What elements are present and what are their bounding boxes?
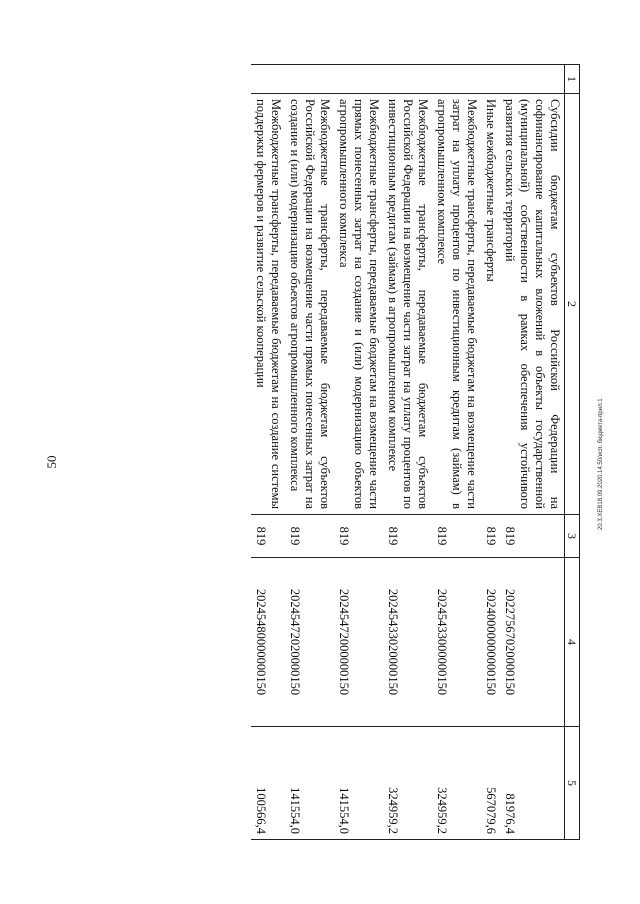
rotated-page-content — [110, 64, 580, 840]
row-code: 20245433020000150 — [383, 558, 432, 727]
footer-code: 20.3.XEB18.09.2020.14.50/исп. бюджета-прил.1 — [598, 398, 604, 530]
column-header-1: 1 — [564, 65, 579, 94]
budget-table — [251, 64, 580, 840]
table-row — [500, 65, 565, 840]
row-code: 20245480000000150 — [251, 558, 285, 727]
row-name: Иные межбюджетные трансферты — [481, 94, 500, 515]
row-name: Межбюджетные трансферты, передаваемые бюджетам субъектов Российской Федерации на возмещение части прямых понесенных затрат на создание и (или) модернизацию объектов агропромышленного комплекса — [285, 94, 334, 515]
table-row — [251, 65, 285, 840]
column-header-5: 5 — [564, 727, 579, 840]
column-header-4: 4 — [564, 558, 579, 727]
row-amount: 141554,0 — [285, 727, 334, 840]
row-index — [251, 65, 285, 94]
column-header-3: 3 — [564, 515, 579, 558]
row-code: 20245472020000150 — [285, 558, 334, 727]
row-amount: 100566,4 — [251, 727, 285, 840]
row-code: 20240000000000150 — [481, 558, 500, 727]
row-name: Межбюджетные трансферты, передаваемые бюджетам на возмещение части прямых понесенных затрат на создание и (или) модернизацию объектов агропромышленного комплекса — [334, 94, 383, 515]
row-name: Межбюджетные трансферты, передаваемые бюджетам на возмещение части затрат на уплату процентов по инвестиционным кредитам (займам) в агропромышленном комплексе — [432, 94, 481, 515]
row-amount: 81976,4 — [500, 727, 565, 840]
row-admin: 819 — [334, 515, 383, 558]
row-admin: 819 — [251, 515, 285, 558]
row-index — [500, 65, 565, 94]
table-row — [432, 65, 481, 840]
row-index — [334, 65, 383, 94]
table-row — [285, 65, 334, 840]
row-code: 20245433000000150 — [432, 558, 481, 727]
row-name: Межбюджетные трансферты, передаваемые бюджетам на создание системы поддержки фермеров и развитие сельской кооперации — [251, 94, 285, 515]
row-amount: 567079,6 — [481, 727, 500, 840]
row-admin: 819 — [383, 515, 432, 558]
column-header-2: 2 — [564, 94, 579, 515]
row-index — [383, 65, 432, 94]
row-amount: 141554,0 — [334, 727, 383, 840]
table-row — [334, 65, 383, 840]
row-code: 20245472000000150 — [334, 558, 383, 727]
row-index — [285, 65, 334, 94]
row-code: 20227567020000150 — [500, 558, 565, 727]
row-admin: 819 — [500, 515, 565, 558]
row-name: Субсидии бюджетам субъектов Российской Федерации на софинансирование капитальных вложений в объекты государственной (муниципальной) собственности в рамках обеспечения устойчивого развития сельских территорий — [500, 94, 565, 515]
row-name: Межбюджетные трансферты, передаваемые бюджетам субъектов Российской Федерации на возмещение части затрат на уплату процентов по инвестиционным кредитам (займам) в агропромышленном комплексе — [383, 94, 432, 515]
table-header-row — [564, 65, 579, 840]
row-amount: 324959,2 — [432, 727, 481, 840]
row-admin: 819 — [481, 515, 500, 558]
page-number: 50 — [44, 455, 59, 469]
row-index — [481, 65, 500, 94]
row-amount: 324959,2 — [383, 727, 432, 840]
row-admin: 819 — [285, 515, 334, 558]
row-admin: 819 — [432, 515, 481, 558]
row-index — [432, 65, 481, 94]
table-row — [383, 65, 432, 840]
table-row — [481, 65, 500, 840]
